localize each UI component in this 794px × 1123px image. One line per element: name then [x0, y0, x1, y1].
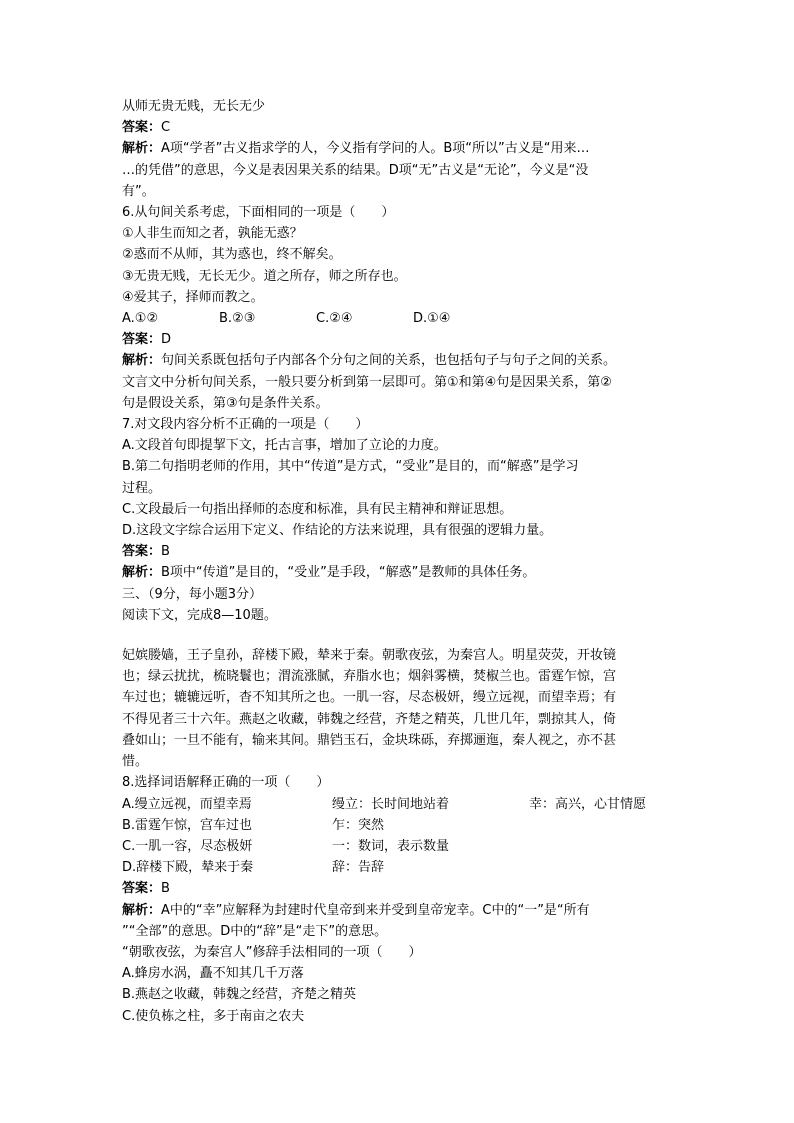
- line-text: 车过也；辘辘远听，杳不知其所之也。一肌一容，尽态极妍，缦立远视，而望幸焉；有: [122, 690, 617, 706]
- text-line: [122, 223, 674, 244]
- line-text: 从师无贵无贱，无长无少: [122, 99, 266, 114]
- text-line: [122, 478, 674, 499]
- line-text: A中的“幸”应解释为封建时代皇帝到来并受到皇帝宠幸。C中的“一”是“所有: [161, 902, 590, 918]
- line-text: D: [161, 332, 172, 348]
- option-row: [122, 815, 674, 836]
- line-text: …的凭借”的意思，今义是表因果关系的结果。D项“无”古义是“无论”，今义是“没: [122, 162, 589, 178]
- line-text: A.蜂房水涡，矗不知其几千万落: [122, 966, 304, 982]
- option: D.①④: [413, 311, 451, 327]
- line-text: ①人非生而知之者，孰能无惑？: [122, 226, 303, 242]
- line-label: 解析：: [122, 141, 162, 157]
- line-label: 解析：: [122, 565, 162, 581]
- line-text: 句间关系既包括句子内部各个分句之间的关系，也包括句子与句子之间的关系。: [161, 353, 617, 369]
- option: B.②③: [219, 311, 256, 327]
- text-line: [122, 435, 674, 456]
- option: A.①②: [122, 311, 159, 327]
- option-cell: 一：数词，表示数量: [332, 838, 450, 854]
- line-text: 三、（9分，每小题3分）: [122, 586, 263, 602]
- line-text: ④爱其子，择师而教之。: [122, 289, 264, 305]
- line-text: B: [161, 544, 170, 560]
- text-line: [122, 160, 674, 181]
- line-text: D.这段文字综合运用下定义、作结论的方法来说理，具有很强的逻辑力量。: [122, 523, 553, 539]
- line-label: 解析：: [122, 353, 162, 369]
- text-line: [122, 666, 674, 687]
- option-cell: 乍：突然: [332, 817, 385, 833]
- line-text: 8.选择词语解释正确的一项（ ）: [122, 775, 330, 791]
- line-text: A.文段首句即提挈下文，托古言事，增加了立论的力度。: [122, 438, 447, 454]
- line-text: 阅读下文，完成8—10题。: [122, 607, 277, 623]
- line-text: “朝歌夜弦，为秦宫人”修辞手法相同的一项（ ）: [122, 944, 422, 960]
- line-text: 叠如山；一旦不能有，输来其间。鼎铛玉石，金块珠砾，弃掷逦迤，秦人视之，亦不甚: [122, 732, 617, 748]
- text-line: [122, 645, 674, 666]
- line-text: 6.从句间关系考虑，下面相同的一项是（ ）: [122, 205, 395, 221]
- text-line: [122, 984, 674, 1005]
- line-text: ③无贵无贱，无长无少。道之所存，师之所存也。: [122, 268, 407, 284]
- option-cell: 缦立：长时间地站着: [332, 796, 450, 812]
- line-text: 有”。: [122, 183, 155, 199]
- answer-options: [122, 308, 674, 329]
- text-line: [122, 730, 674, 751]
- line-label: 解析：: [122, 902, 162, 918]
- text-line: [122, 963, 674, 984]
- line-label: 答案：: [122, 544, 162, 560]
- text-line: [122, 499, 674, 520]
- line-text: ”“全部”的意思。D中的“辞”是“走下”的意思。: [122, 923, 388, 939]
- text-line: [122, 287, 674, 308]
- text-line: [122, 1006, 674, 1027]
- line-text: C: [161, 120, 171, 136]
- line-text: B: [161, 881, 170, 897]
- text-line: [122, 921, 674, 942]
- text-line: [122, 202, 674, 223]
- explanation-line: [122, 350, 674, 371]
- text-line: [122, 520, 674, 541]
- line-text: 惜。: [122, 754, 149, 770]
- text-line: [122, 751, 674, 772]
- line-text: 过程。: [122, 480, 162, 496]
- line-text: 不得见者三十六年。燕赵之收藏，韩魏之经营，齐楚之精英，几世几年，剽掠其人，倚: [122, 711, 617, 727]
- option-row: [122, 794, 674, 815]
- line-text: 也；绿云扰扰，梳晓鬟也；渭流涨腻，弃脂水也；烟斜雾横，焚椒兰也。雷霆乍惊，宫: [122, 669, 617, 685]
- text-line: [122, 709, 674, 730]
- text-line: [122, 584, 674, 605]
- option-cell: 辞：告辞: [332, 860, 385, 876]
- line-text: 妃嫔媵嫱，王子皇孙，辞楼下殿，辇来于秦。朝歌夜弦，为秦宫人。明星荧荧，开妆镜: [122, 648, 617, 664]
- line-text: ②惑而不从师，其为惑也，终不解矣。: [122, 247, 342, 263]
- text-line: [122, 244, 674, 265]
- option-cell: C.一肌一容，尽态极妍: [122, 838, 253, 854]
- option-row: [122, 836, 674, 857]
- line-text: B.第二句指明老师的作用，其中“传道”是方式，“受业”是目的，而“解惑”是学习: [122, 459, 579, 475]
- text-line: [122, 772, 674, 793]
- line-text: B.燕赵之收藏，韩魏之经营，齐楚之精英: [122, 987, 357, 1003]
- text-line: [122, 393, 674, 414]
- explanation-line: [122, 138, 674, 159]
- text-line: [122, 942, 674, 963]
- answer-line: [122, 541, 674, 562]
- answer-line: [122, 878, 674, 899]
- line-text: C.使负栋之柱，多于南亩之农夫: [122, 1008, 305, 1024]
- text-line: [122, 96, 674, 117]
- line-text: A项“学者”古义指求学的人，今义指有学问的人。B项“所以”古义是“用来…: [161, 141, 590, 157]
- text-line: [122, 372, 674, 393]
- explanation-line: [122, 900, 674, 921]
- explanation-line: [122, 562, 674, 583]
- line-text: C.文段最后一句指出择师的态度和标准，具有民主精神和辩证思想。: [122, 501, 513, 517]
- option-row: [122, 857, 674, 878]
- option-cell: D.辞楼下殿，辇来于秦: [122, 860, 254, 876]
- text-line: [122, 181, 674, 202]
- answer-line: [122, 329, 674, 350]
- option-cell: B.雷霆乍惊，宫车过也: [122, 817, 253, 833]
- document-body: [122, 96, 674, 1027]
- line-label: 答案：: [122, 332, 162, 348]
- option-cell: A.缦立远视，而望幸焉: [122, 796, 252, 812]
- text-line: [122, 456, 674, 477]
- line-text: B项中“传道”是目的，“受业”是手段，“解惑”是教师的具体任务。: [161, 565, 536, 581]
- line-label: 答案：: [122, 120, 162, 136]
- line-text: 句是假设关系，第③句是条件关系。: [122, 395, 329, 411]
- line-text: 7.对文段内容分析不正确的一项是（ ）: [122, 417, 369, 433]
- text-line: [122, 605, 674, 626]
- answer-line: [122, 117, 674, 138]
- text-line: [122, 687, 674, 708]
- option: C.②④: [316, 311, 353, 327]
- line-label: 答案：: [122, 881, 162, 897]
- line-text: 文言文中分析句间关系，一般只要分析到第一层即可。第①和第④句是因果关系，第②: [122, 374, 612, 390]
- option-cell: 幸：高兴，心甘情愿: [529, 796, 647, 812]
- text-line: [122, 266, 674, 287]
- text-line: [122, 414, 674, 435]
